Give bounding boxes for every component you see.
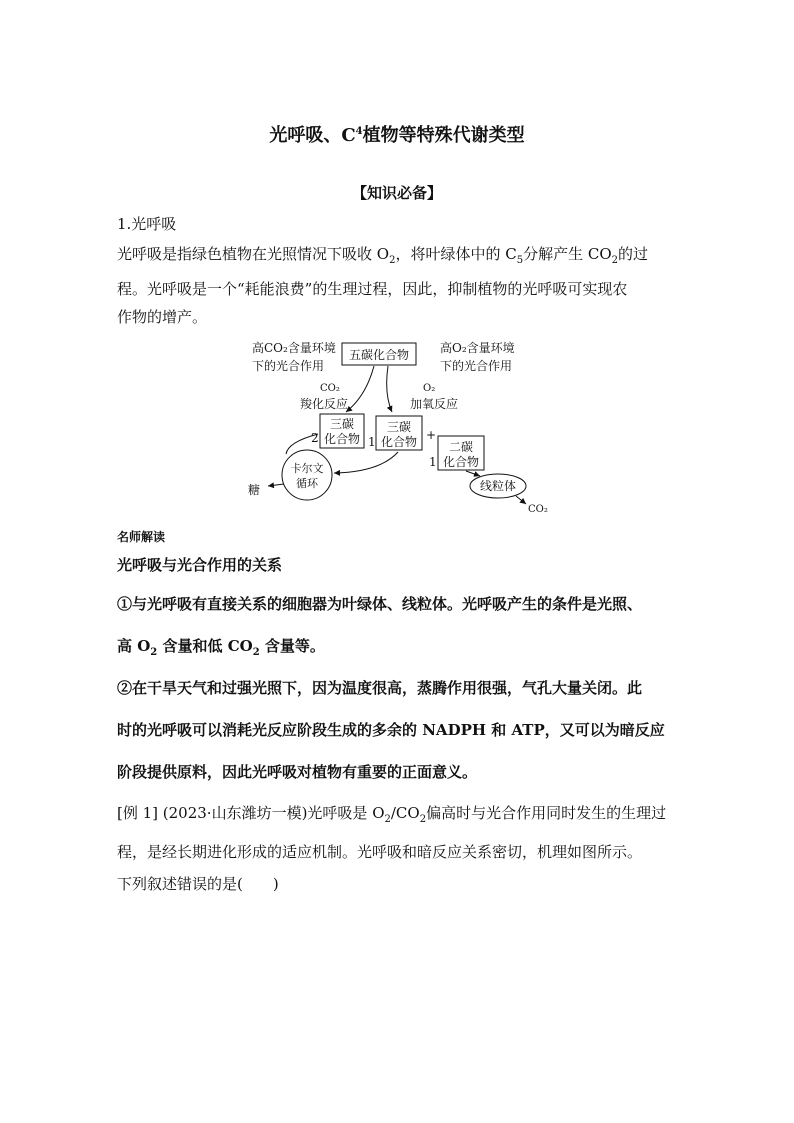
- left-env-line2: 下的光合作用: [252, 359, 325, 373]
- point-2-line-3: 阶段提供原料，因此光呼吸对植物有重要的正面意义。: [117, 763, 478, 781]
- right-env-line2: 下的光合作用: [440, 359, 513, 373]
- to-mitochondria-arrow: [466, 471, 480, 476]
- carboxylation-arrow: [346, 366, 374, 412]
- left-env-line1: 高CO₂含量环境: [252, 341, 336, 355]
- five-carbon-label: 五碳化合物: [348, 348, 410, 362]
- section-heading: 【知识必备】: [351, 184, 442, 202]
- example-line-2: 程，是经长期进化形成的适应机制。光呼吸和暗反应关系密切，机理如图所示。: [117, 843, 643, 861]
- return-arrow: [334, 452, 398, 473]
- coef-two: 1: [429, 455, 437, 469]
- point-1-line-1: ①与光呼吸有直接关系的细胞器为叶绿体、线粒体。光呼吸产生的条件是光照、: [117, 595, 643, 613]
- point-2-line-1: ②在干旱天气和过强光照下，因为温度很高，蒸腾作用很强，气孔大量关闭。此: [117, 679, 643, 697]
- point-1-paragraph: [117, 583, 683, 674]
- intro-line-3: 作物的增产。: [117, 308, 208, 326]
- subsection-heading: 1.光呼吸: [117, 215, 177, 233]
- intro-line-2: 程。光呼吸是一个“耗能浪费”的生理过程，因此，抑制植物的光呼吸可实现农: [117, 280, 628, 298]
- calvin-line2: 循环: [296, 477, 318, 490]
- o2-input-label: O₂: [423, 383, 436, 394]
- three-carbon-right-line2: 化合物: [380, 435, 418, 449]
- intro-line-1: 光呼吸是指绿色植物在光照情况下吸收 $O_2$，将叶绿体中的 $C_5$分解产生 $CO_2$的过: [117, 245, 649, 266]
- page-title: 光呼吸、$C^4$植物等特殊代谢类型: [269, 125, 525, 146]
- example-line-1: [例 1] (2023·山东潍坊一模)光呼吸是 $O_2/CO_2$偏高时与光合作用同时发生的生理过: [117, 804, 667, 825]
- mitochondria-label: 线粒体: [479, 479, 517, 493]
- coef-right: 1: [368, 435, 376, 449]
- oxygenation-label: 加氧反应: [410, 397, 459, 411]
- example-line-3: 下列叙述错误的是( ): [117, 875, 279, 893]
- three-carbon-left-line2: 化合物: [323, 432, 361, 446]
- two-carbon-line2: 化合物: [442, 455, 480, 469]
- co2-output-label: CO₂: [528, 504, 548, 515]
- right-env-line1: 高O₂含量环境: [440, 341, 515, 355]
- calvin-line1: 卡尔文: [290, 462, 324, 475]
- three-carbon-left-line1: 三碳: [329, 417, 355, 431]
- coef-left: 2: [311, 431, 319, 445]
- sugar-label: 糖: [248, 483, 261, 497]
- teacher-notes-label: 名师解读: [117, 530, 166, 544]
- point-2-paragraph: [117, 667, 683, 793]
- example-paragraph: [117, 797, 683, 900]
- point-2-line-2: 时的光呼吸可以消耗光反应阶段生成的多余的 NADPH 和 ATP，又可以为暗反应: [117, 721, 665, 739]
- calvin-cycle-circle: [282, 450, 332, 500]
- photorespiration-diagram: [240, 336, 560, 518]
- co2-input-label: CO₂: [320, 383, 340, 394]
- three-carbon-right-line1: 三碳: [386, 420, 412, 434]
- co2-output-arrow: [516, 496, 526, 504]
- plus-sign: +: [426, 428, 437, 442]
- point-1-line-2: 高 $O_2$ 含量和低 $CO_2$ 含量等。: [117, 637, 325, 658]
- oxygenation-arrow: [387, 366, 392, 412]
- two-carbon-line1: 二碳: [448, 440, 474, 454]
- sugar-arrow: [268, 484, 284, 486]
- carboxylation-label: 羧化反应: [300, 397, 349, 411]
- intro-paragraph: [117, 240, 683, 331]
- relation-heading: 光呼吸与光合作用的关系: [117, 556, 283, 574]
